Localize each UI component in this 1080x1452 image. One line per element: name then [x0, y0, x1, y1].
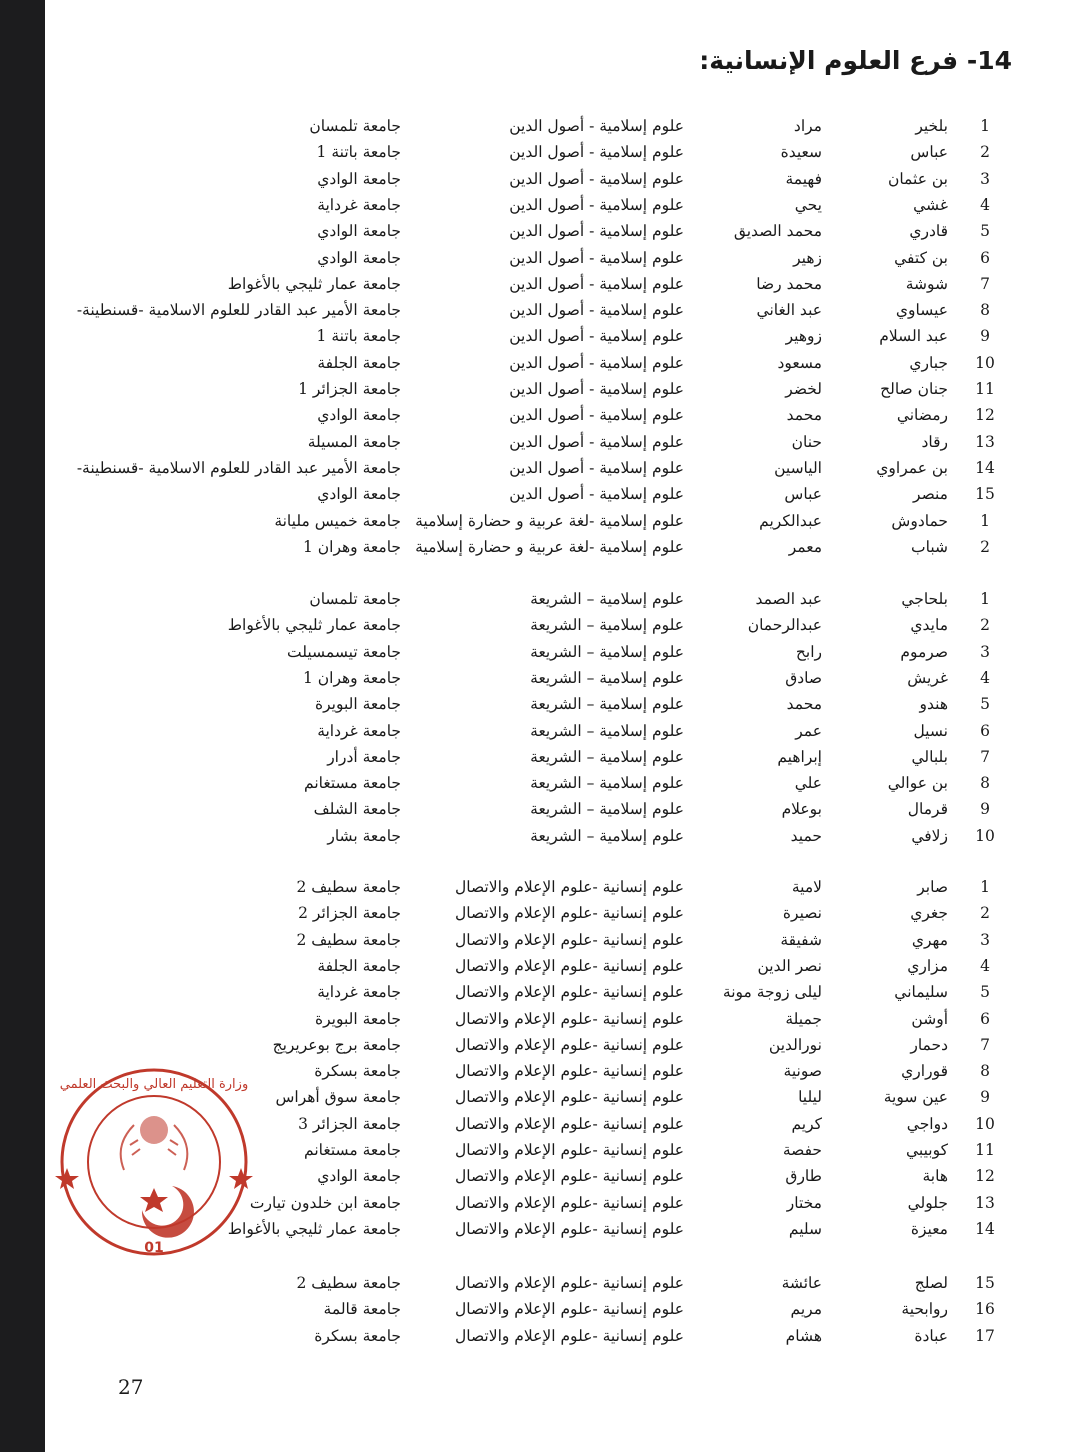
row-number: 8 [980, 301, 990, 320]
surname-cell: غريش [907, 668, 948, 687]
surname-cell: مايدي [910, 616, 948, 635]
university-cell: جامعة الجلفة [317, 956, 401, 975]
surname-cell: دواجي [906, 1114, 948, 1133]
row-number: 1 [980, 117, 990, 135]
svg-text:وزارة التعليم العالي والبحث ال: وزارة التعليم العالي والبحث العلمي [59, 1077, 249, 1092]
row-number: 15 [975, 485, 995, 504]
surname-cell: بلحاجي [901, 590, 948, 608]
surname-cell: صرموم [900, 642, 948, 661]
surname-cell: صابر [917, 878, 948, 896]
specialty-cell: علوم إسلامية - أصول الدين [509, 458, 684, 477]
row-number: 9 [980, 1088, 990, 1107]
specialty-cell: علوم إسلامية – الشريعة [530, 695, 684, 714]
specialty-cell: علوم إنسانية -علوم الإعلام والاتصال [455, 983, 684, 1002]
surname-cell: غشي [913, 195, 948, 214]
first-name-cell: زوهير [785, 327, 822, 346]
university-cell: جامعة المسيلة [307, 432, 401, 451]
row-number: 13 [975, 1193, 995, 1212]
first-name-cell: علي [794, 774, 822, 793]
row-number: 5 [980, 222, 990, 241]
row-number: 8 [980, 774, 990, 793]
surname-cell: شباب [911, 537, 948, 556]
first-name-cell: مراد [793, 117, 822, 135]
row-number: 7 [980, 1035, 990, 1054]
first-name-cell: نورالدين [768, 1035, 822, 1054]
university-cell: جامعة خميس مليانة [274, 511, 401, 530]
row-number: 9 [980, 800, 990, 819]
university-cell: جامعة برج بوعريريج [272, 1035, 401, 1054]
first-name-cell: كريم [791, 1114, 822, 1133]
first-name-cell: عمر [795, 721, 822, 740]
first-name-cell: هشام [785, 1326, 822, 1345]
university-cell: جامعة بشار [327, 826, 401, 845]
specialty-cell: علوم إسلامية - أصول الدين [509, 327, 684, 346]
surname-cell: بلبالي [911, 747, 948, 766]
specialty-cell: علوم إنسانية -علوم الإعلام والاتصال [455, 956, 684, 975]
university-cell: جامعة الوادي [317, 485, 401, 504]
university-cell: جامعة سوق أهراس [275, 1088, 401, 1107]
specialty-cell: علوم إنسانية -علوم الإعلام والاتصال [455, 1274, 684, 1292]
first-name-cell: رابح [795, 642, 822, 661]
university-cell: جامعة أدرار [327, 747, 401, 766]
specialty-cell: علوم إسلامية -لغة عربية و حضارة إسلامية [415, 537, 684, 556]
first-name-cell: لخضر [785, 380, 822, 398]
university-cell: جامعة بسكرة [314, 1062, 401, 1081]
first-name-cell: زهير [793, 248, 822, 267]
specialty-cell: علوم إسلامية - أصول الدين [509, 195, 684, 214]
table-row [0, 481, 1080, 507]
surname-cell: عبد السلام [879, 327, 948, 346]
surname-cell: أوشن [911, 1009, 948, 1028]
first-name-cell: معمر [788, 537, 822, 556]
university-cell: جامعة تلمسان [309, 117, 401, 135]
specialty-cell: علوم إنسانية -علوم الإعلام والاتصال [455, 1167, 684, 1186]
specialty-cell: علوم إسلامية - أصول الدين [509, 248, 684, 267]
specialty-cell: علوم إنسانية -علوم الإعلام والاتصال [455, 1114, 684, 1133]
university-cell: جامعة غرداية [317, 721, 401, 740]
surname-cell: لصلج [914, 1274, 948, 1292]
surname-cell: مزاري [907, 956, 948, 975]
first-name-cell: نصر الدين [757, 956, 822, 975]
surname-cell: هابة [922, 1167, 948, 1186]
specialty-cell: علوم إسلامية -لغة عربية و حضارة إسلامية [415, 511, 684, 530]
specialty-cell: علوم إنسانية -علوم الإعلام والاتصال [455, 1300, 684, 1319]
first-name-cell: عائشة [781, 1274, 822, 1292]
first-name-cell: لامية [791, 878, 822, 896]
table-row [0, 350, 1080, 376]
table-row [0, 770, 1080, 796]
table-row [0, 455, 1080, 481]
specialty-cell: علوم إسلامية – الشريعة [530, 668, 684, 687]
first-name-cell: طارق [785, 1167, 822, 1186]
specialty-cell: علوم إنسانية -علوم الإعلام والاتصال [455, 1088, 684, 1107]
specialty-cell: علوم إسلامية - أصول الدين [509, 222, 684, 241]
table-row [0, 139, 1080, 165]
first-name-cell: محمد الصديق [733, 222, 822, 241]
university-cell: جامعة وهران 1 [302, 537, 401, 556]
table-row [0, 429, 1080, 455]
specialty-cell: علوم إسلامية - أصول الدين [509, 432, 684, 451]
svg-text:01: 01 [144, 1240, 164, 1256]
surname-cell: نسيل [913, 721, 948, 740]
specialty-cell: علوم إنسانية -علوم الإعلام والاتصال [455, 1009, 684, 1028]
table-row [0, 744, 1080, 770]
university-cell: جامعة مستغانم [304, 1141, 401, 1159]
row-number: 11 [975, 1141, 995, 1159]
table-row [0, 953, 1080, 979]
row-number: 5 [980, 983, 990, 1002]
university-cell: جامعة الجزائر 2 [298, 904, 401, 923]
specialty-cell: علوم إنسانية -علوم الإعلام والاتصال [455, 1219, 684, 1238]
specialty-cell: علوم إنسانية -علوم الإعلام والاتصال [455, 1141, 684, 1159]
university-cell: جامعة الوادي [317, 406, 401, 425]
first-name-cell: حنان [791, 432, 822, 451]
surname-cell: بن كتفي [894, 248, 948, 267]
specialty-cell: علوم إسلامية – الشريعة [530, 774, 684, 793]
table-row [0, 323, 1080, 349]
surname-cell: عين سوية [883, 1088, 948, 1107]
row-number: 7 [980, 274, 990, 293]
specialty-cell: علوم إنسانية -علوم الإعلام والاتصال [455, 1326, 684, 1345]
specialty-cell: علوم إنسانية -علوم الإعلام والاتصال [455, 878, 684, 896]
university-cell: جامعة الجزائر 3 [298, 1114, 401, 1133]
table-row [0, 508, 1080, 534]
table-row [0, 823, 1080, 849]
university-cell: جامعة سطيف 2 [296, 930, 401, 949]
row-number: 9 [980, 327, 990, 346]
university-cell: جامعة الوادي [317, 1167, 401, 1186]
first-name-cell: عباس [784, 485, 822, 504]
surname-cell: بن عمراوي [876, 458, 948, 477]
table-row [0, 218, 1080, 244]
table-row [0, 1323, 1080, 1349]
surname-cell: بن عوالي [887, 774, 948, 793]
first-name-cell: عبدالكريم [759, 511, 822, 530]
first-name-cell: ليلى زوجة مونة [722, 983, 822, 1002]
surname-cell: قرمال [907, 800, 948, 819]
surname-cell: سليماني [894, 983, 948, 1002]
row-number: 1 [980, 878, 990, 896]
university-cell: جامعة سطيف 2 [296, 878, 401, 896]
first-name-cell: محمد [786, 695, 822, 714]
first-name-cell: عبدالرحمان [747, 616, 822, 635]
row-number: 16 [975, 1300, 995, 1319]
first-name-cell: محمد رضا [756, 274, 822, 293]
row-number: 3 [980, 930, 990, 949]
first-name-cell: صادق [785, 668, 822, 687]
row-number: 12 [975, 406, 995, 425]
row-number: 17 [975, 1326, 995, 1345]
specialty-cell: علوم إسلامية - أصول الدين [509, 117, 684, 135]
specialty-cell: علوم إسلامية – الشريعة [530, 590, 684, 608]
university-cell: جامعة الأمير عبد القادر للعلوم الاسلامية -قسنطينة- [76, 458, 401, 477]
row-number: 3 [980, 169, 990, 188]
first-name-cell: يحي [794, 195, 822, 214]
surname-cell: قادري [909, 222, 948, 241]
university-cell: جامعة الجزائر 1 [298, 380, 401, 398]
surname-cell: بن عثمان [887, 169, 948, 188]
university-cell: جامعة الوادي [317, 222, 401, 241]
specialty-cell: علوم إسلامية – الشريعة [530, 747, 684, 766]
table-row [0, 534, 1080, 560]
university-cell: جامعة الوادي [317, 248, 401, 267]
table-row [0, 796, 1080, 822]
table-row [0, 376, 1080, 402]
specialty-cell: علوم إسلامية - أصول الدين [509, 485, 684, 504]
specialty-cell: علوم إنسانية -علوم الإعلام والاتصال [455, 930, 684, 949]
first-name-cell: حميد [790, 826, 822, 845]
table-row [0, 113, 1080, 139]
row-number: 2 [980, 143, 990, 162]
table-row [0, 166, 1080, 192]
university-cell: جامعة وهران 1 [302, 668, 401, 687]
table-row [0, 639, 1080, 665]
first-name-cell: فهيمة [785, 169, 822, 188]
university-cell: جامعة بسكرة [314, 1326, 401, 1345]
first-name-cell: شفيقة [780, 930, 822, 949]
first-name-cell: مريم [790, 1300, 822, 1319]
table-row [0, 874, 1080, 900]
surname-cell: رمضاني [896, 406, 948, 425]
surname-cell: حمادوش [891, 511, 948, 530]
row-number: 13 [975, 432, 995, 451]
table-row [0, 297, 1080, 323]
university-cell: جامعة غرداية [317, 983, 401, 1002]
university-cell: جامعة البويرة [314, 695, 401, 714]
first-name-cell: ليليا [798, 1088, 822, 1107]
university-cell: جامعة باتنة 1 [316, 327, 401, 346]
specialty-cell: علوم إسلامية – الشريعة [530, 826, 684, 845]
university-cell: جامعة سطيف 2 [296, 1274, 401, 1292]
university-cell: جامعة الوادي [317, 169, 401, 188]
row-number: 12 [975, 1167, 995, 1186]
table-row [0, 1006, 1080, 1032]
first-name-cell: الياسين [774, 458, 822, 477]
row-number: 10 [975, 1114, 995, 1133]
table-row [0, 691, 1080, 717]
first-name-cell: حفصة [782, 1141, 822, 1159]
surname-cell: هندو [919, 695, 948, 714]
surname-cell: عيساوي [895, 301, 948, 320]
university-cell: جامعة البويرة [314, 1009, 401, 1028]
first-name-cell: عبد الغاني [756, 301, 822, 320]
surname-cell: جنان صالح [880, 380, 948, 398]
specialty-cell: علوم إنسانية -علوم الإعلام والاتصال [455, 1062, 684, 1081]
surname-cell: عبادة [914, 1326, 948, 1345]
table-row [0, 612, 1080, 638]
surname-cell: مهري [911, 930, 948, 949]
row-number: 6 [980, 721, 990, 740]
row-number: 2 [980, 537, 990, 556]
table-row [0, 245, 1080, 271]
specialty-cell: علوم إنسانية -علوم الإعلام والاتصال [455, 904, 684, 923]
table-row [0, 665, 1080, 691]
row-number: 4 [980, 956, 990, 975]
table-row [0, 979, 1080, 1005]
university-cell: جامعة تيسمسيلت [287, 642, 401, 661]
row-number: 3 [980, 642, 990, 661]
table-row [0, 927, 1080, 953]
surname-cell: قوراري [901, 1062, 948, 1081]
surname-cell: معيزة [910, 1219, 948, 1238]
first-name-cell: محمد [786, 406, 822, 425]
row-number: 11 [975, 380, 995, 398]
surname-cell: جغري [910, 904, 948, 923]
table-row [0, 1296, 1080, 1322]
specialty-cell: علوم إسلامية - أصول الدين [509, 353, 684, 372]
specialty-cell: علوم إسلامية - أصول الدين [509, 380, 684, 398]
table-row [0, 192, 1080, 218]
specialty-cell: علوم إسلامية - أصول الدين [509, 169, 684, 188]
table-row [0, 1032, 1080, 1058]
row-number: 2 [980, 904, 990, 923]
first-name-cell: نصيرة [782, 904, 822, 923]
surname-cell: رقاد [921, 432, 948, 451]
row-number: 14 [975, 458, 995, 477]
table-row [0, 718, 1080, 744]
university-cell: جامعة مستغانم [304, 774, 401, 793]
surname-cell: بلخير [915, 117, 948, 135]
row-number: 7 [980, 747, 990, 766]
specialty-cell: علوم إنسانية -علوم الإعلام والاتصال [455, 1035, 684, 1054]
surname-cell: منصر [913, 485, 948, 504]
surname-cell: شوشة [905, 274, 948, 293]
university-cell: جامعة عمار ثليجي بالأغواط [227, 274, 401, 293]
specialty-cell: علوم إسلامية – الشريعة [530, 642, 684, 661]
university-cell: جامعة قالمة [323, 1300, 401, 1319]
first-name-cell: مسعود [777, 353, 822, 372]
specialty-cell: علوم إسلامية – الشريعة [530, 616, 684, 635]
university-cell: جامعة تلمسان [309, 590, 401, 608]
first-name-cell: سليم [788, 1219, 822, 1238]
row-number: 4 [980, 668, 990, 687]
row-number: 2 [980, 616, 990, 635]
section-title: 14- فرع العلوم الإنسانية: [699, 46, 1012, 75]
row-number: 15 [975, 1274, 995, 1292]
first-name-cell: صونية [783, 1062, 822, 1081]
specialty-cell: علوم إسلامية – الشريعة [530, 721, 684, 740]
row-number: 6 [980, 1009, 990, 1028]
surname-cell: جلولي [907, 1193, 948, 1212]
ministry-stamp [42, 1060, 262, 1270]
first-name-cell: إبراهيم [777, 747, 822, 766]
specialty-cell: علوم إسلامية - أصول الدين [509, 274, 684, 293]
row-number: 4 [980, 195, 990, 214]
row-number: 14 [975, 1219, 995, 1238]
university-cell: جامعة غرداية [317, 195, 401, 214]
specialty-cell: علوم إسلامية – الشريعة [530, 800, 684, 819]
first-name-cell: سعيدة [780, 143, 822, 162]
specialty-cell: علوم إسلامية - أصول الدين [509, 301, 684, 320]
university-cell: جامعة عمار ثليجي بالأغواط [227, 1219, 401, 1238]
surname-cell: روابحية [901, 1300, 948, 1319]
university-cell: جامعة عمار ثليجي بالأغواط [227, 616, 401, 635]
university-cell: جامعة الأمير عبد القادر للعلوم الاسلامية -قسنطينة- [76, 301, 401, 320]
table-row [0, 271, 1080, 297]
specialty-cell: علوم إنسانية -علوم الإعلام والاتصال [455, 1193, 684, 1212]
row-number: 5 [980, 695, 990, 714]
first-name-cell: جميلة [785, 1009, 822, 1028]
surname-cell: زلافي [911, 826, 948, 845]
row-number: 1 [980, 511, 990, 530]
specialty-cell: علوم إسلامية - أصول الدين [509, 143, 684, 162]
surname-cell: عباس [910, 143, 948, 162]
row-number: 10 [975, 826, 995, 845]
first-name-cell: مختار [786, 1193, 822, 1212]
row-number: 6 [980, 248, 990, 267]
table-row [0, 1270, 1080, 1296]
row-number: 10 [975, 353, 995, 372]
first-name-cell: بوعلام [781, 800, 822, 819]
university-cell: جامعة الجلفة [317, 353, 401, 372]
surname-cell: كوبيبي [906, 1141, 948, 1159]
specialty-cell: علوم إسلامية - أصول الدين [509, 406, 684, 425]
row-number: 8 [980, 1062, 990, 1081]
surname-cell: دحمار [910, 1035, 948, 1054]
surname-cell: جباري [909, 353, 948, 372]
university-cell: جامعة باتنة 1 [316, 143, 401, 162]
first-name-cell: عبد الصمد [755, 590, 822, 608]
table-row [0, 586, 1080, 612]
university-cell: جامعة ابن خلدون تيارت [249, 1193, 401, 1212]
table-row [0, 900, 1080, 926]
university-cell: جامعة الشلف [313, 800, 401, 819]
page-number: 27 [118, 1375, 144, 1399]
table-row [0, 402, 1080, 428]
row-number: 1 [980, 590, 990, 608]
